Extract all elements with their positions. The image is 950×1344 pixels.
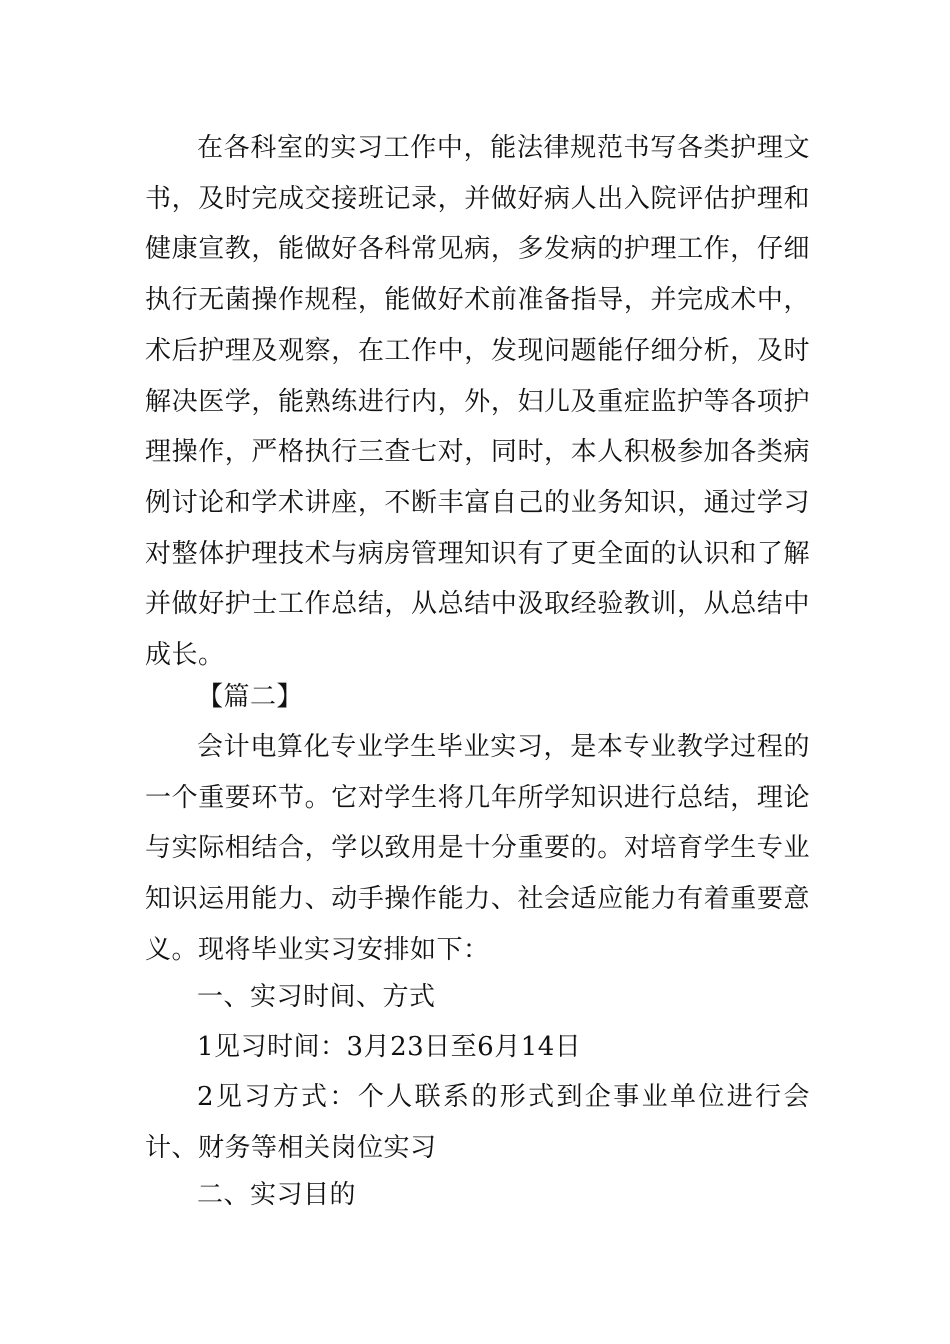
purpose-heading-block [145,1170,810,1220]
internship-intro-block [145,722,810,976]
section-heading-block [145,672,810,722]
nursing-summary-paragraph-block [145,123,810,681]
heading-time-and-method: 一、实习时间、方式 [197,982,436,1012]
paragraph-nursing-summary: 在各科室的实习工作中，能法律规范书写各类护理文书，及时完成交接班记录，并做好病人出入院评估护理和健康宣教，能做好各科常见病，多发病的护理工作，仔细执行无菌操作规程，能做好术前准备指导，并完成术中，术后护理及观察，在工作中，发现问题能仔细分析，及时解决医学，能熟练进行内，外，妇儿及重症监护等各项护理操作，严格执行三查七对，同时，本人积极参加各类病例讨论和学术讲座，不断丰富自己的业务知识，通过学习对整体护理技术与病房管理知识有了更全面的认识和了解并做好护士工作总结，从总结中汲取经验教训，从总结中成长。 [145,133,810,671]
heading-internship-purpose: 二、实习目的 [197,1180,357,1210]
time-method-heading-block [145,972,810,1022]
internship-method-block [145,1072,810,1173]
paragraph-internship-time: 1见习时间：3月23日至6月14日 [197,1032,582,1062]
paragraph-internship-method: 2见习方式：个人联系的形式到企事业单位进行会计、财务等相关岗位实习 [145,1082,810,1163]
section-heading-part-two: 【篇二】 [197,682,304,712]
paragraph-internship-intro: 会计电算化专业学生毕业实习，是本专业教学过程的一个重要环节。它对学生将几年所学知识进行总结，理论与实际相结合，学以致用是十分重要的。对培育学生专业知识运用能力、动手操作能力、社会适应能力有着重要意义。现将毕业实习安排如下： [145,732,810,965]
internship-time-block [145,1022,810,1072]
